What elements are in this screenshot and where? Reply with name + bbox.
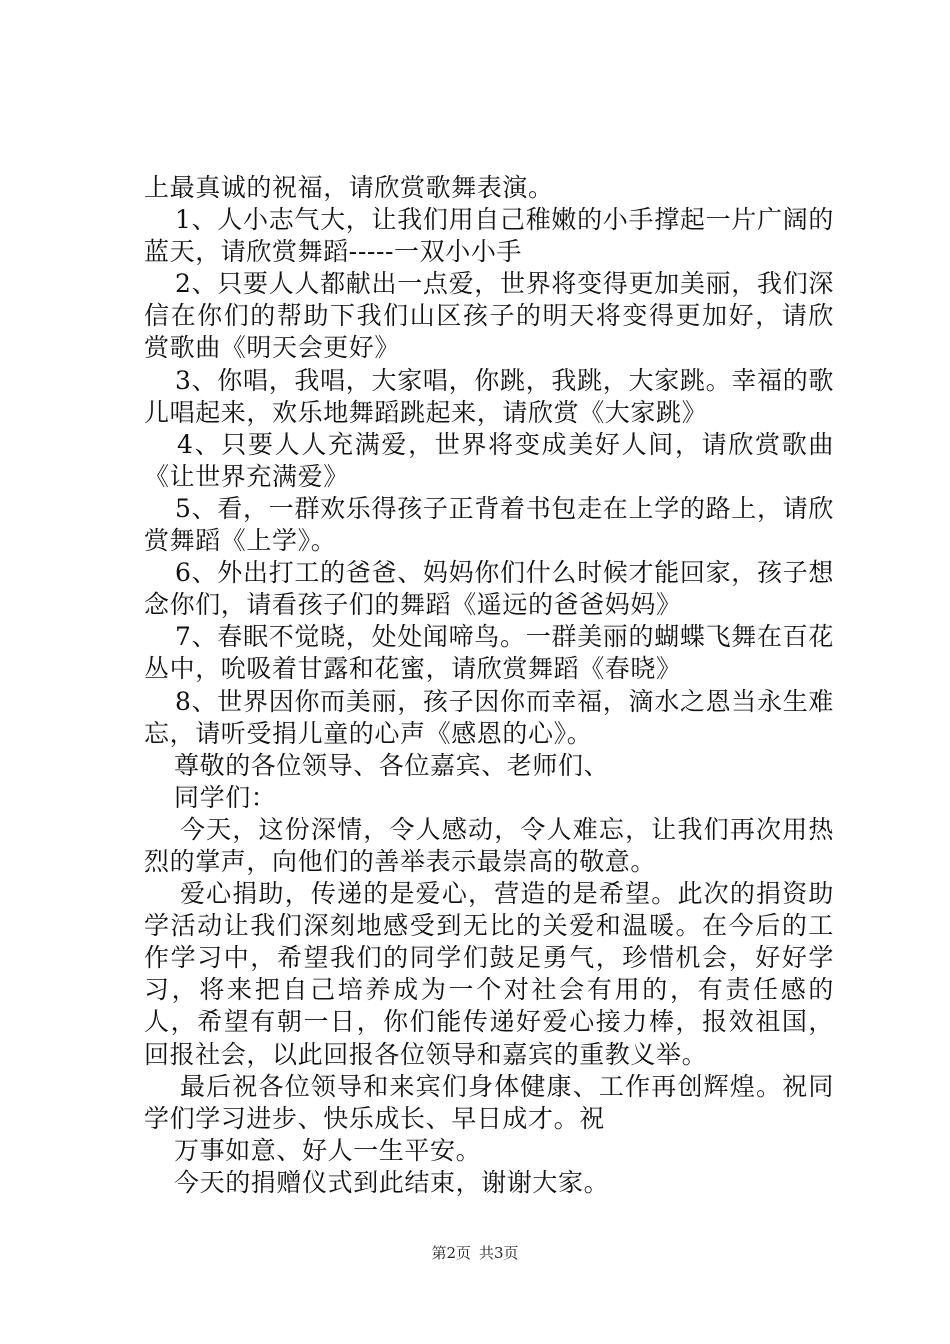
program-item-7: 7、春眠不觉晓，处处闻啼鸟。一群美丽的蝴蝶飞舞在百花丛中，吮吸着甘露和花蜜，请欣赏舞蹈《春晓》 — [144, 622, 834, 684]
closing-paragraph: 今天的捐赠仪式到此结束，谢谢大家。 — [174, 1167, 610, 1197]
wishes-continuation: 万事如意、好人一生平安。 — [174, 1135, 482, 1165]
greeting-line-1: 尊敬的各位领导、各位嘉宾、老师们、 — [174, 750, 610, 780]
page-number: 第2页 — [431, 1244, 471, 1262]
page-total: 共3页 — [479, 1244, 519, 1262]
wishes-paragraph: 最后祝各位领导和来宾们身体健康、工作再创辉煌。祝同学们学习进步、快乐成长、早日成才。祝 — [144, 1071, 834, 1133]
program-item-6: 6、外出打工的爸爸、妈妈你们什么时候才能回家，孩子想念你们，请看孩子们的舞蹈《遥远的爸爸妈妈》 — [144, 558, 834, 620]
program-item-5: 5、看，一群欢乐得孩子正背着书包走在上学的路上，请欣赏舞蹈《上学》。 — [144, 493, 834, 556]
document-body — [144, 172, 834, 1199]
program-item-8: 8、世界因你而美丽，孩子因你而幸福，滴水之恩当永生难忘，请听受捐儿童的心声《感恩的心》。 — [144, 686, 834, 748]
thanks-paragraph: 今天，这份深情，令人感动，令人难忘，让我们再次用热烈的掌声，向他们的善举表示最崇高的敬意。 — [144, 814, 834, 876]
program-item-2: 2、只要人人都献出一点爱，世界将变得更加美丽，我们深信在你们的帮助下我们山区孩子的明天将变得更加好，请欣赏歌曲《明天会更好》 — [144, 269, 834, 363]
greeting-line-2: 同学们： — [174, 782, 277, 812]
program-item-4: 4、只要人人充满爱，世界将变成美好人间，请欣赏歌曲《让世界充满爱》 — [144, 429, 834, 491]
page-footer — [0, 1243, 950, 1263]
donation-paragraph: 爱心捐助，传递的是爱心，营造的是希望。此次的捐资助学活动让我们深刻地感受到无比的关爱和温暖。在今后的工作学习中，希望我们的同学们鼓足勇气，珍惜机会，好好学习，将来把自己培养成为一个对社会有用的，有责任感的人，希望有朝一日，你们能传递好爱心接力棒，报效祖国，回报社会，以此回报各位领导和嘉宾的重教义举。 — [144, 879, 834, 1069]
paragraph-continuation: 上最真诚的祝福，请欣赏歌舞表演。 — [144, 173, 554, 202]
program-item-1: 1、人小志气大，让我们用自己稚嫩的小手撑起一片广阔的蓝天，请欣赏舞蹈-----一双小小手 — [144, 205, 834, 267]
program-item-3: 3、你唱，我唱，大家唱，你跳，我跳，大家跳。幸福的歌儿唱起来，欢乐地舞蹈跳起来，请欣赏《大家跳》 — [144, 365, 834, 427]
